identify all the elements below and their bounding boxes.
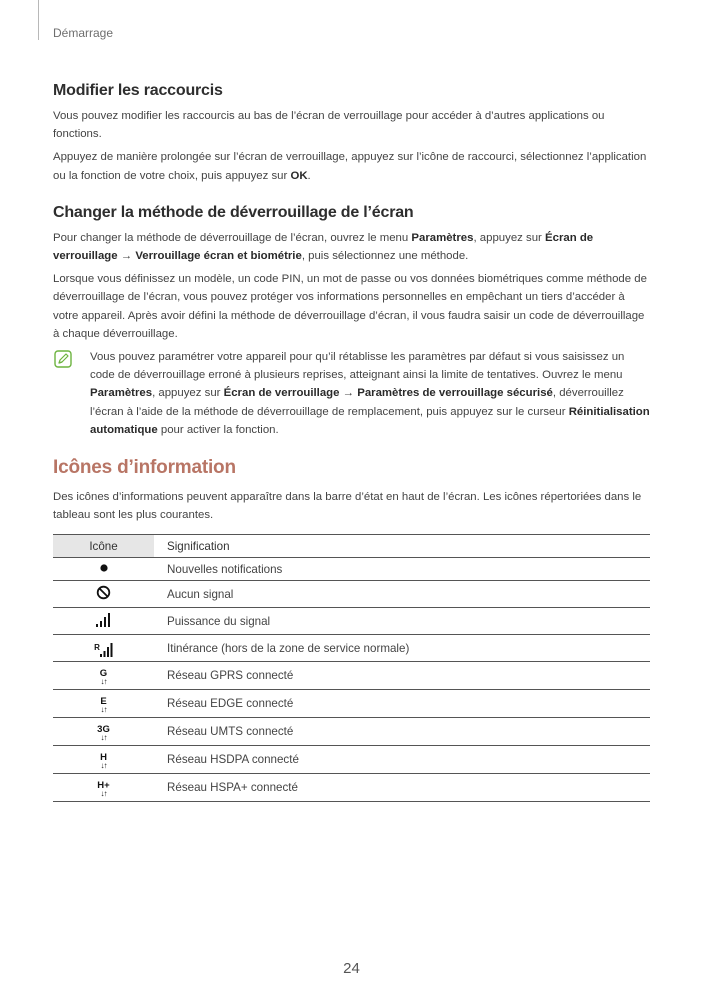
hspa-plus-icon: H+ ↓↑ — [97, 779, 110, 798]
paragraph: Pour changer la méthode de déverrouillage de l’écran, ouvrez le menu Paramètres, appuyez sur Écran de verrouillage → Verrouillage écran et biométrie, puis sélectionnez une méthode. — [53, 231, 594, 263]
signal-bars-icon — [100, 643, 113, 657]
table-row — [53, 635, 650, 662]
row-meaning: Aucun signal — [154, 581, 650, 608]
roaming-icon: R — [94, 643, 113, 657]
umts-icon: 3G ↓↑ — [97, 723, 110, 742]
edge-icon: E ↓↑ — [100, 695, 107, 714]
running-header: Démarrage — [53, 26, 114, 40]
page-number: 24 — [343, 960, 360, 977]
data-arrows-icon: ↓↑ — [100, 788, 107, 798]
row-meaning: Réseau GPRS connecté — [154, 662, 650, 690]
note-block — [53, 348, 650, 439]
no-signal-icon — [96, 585, 111, 600]
table-row — [53, 662, 650, 690]
dot-icon — [99, 563, 109, 573]
table-row — [53, 718, 650, 746]
section-title-raccourcis: Modifier les raccourcis — [53, 82, 223, 99]
gprs-icon: G ↓↑ — [99, 667, 108, 686]
chapter-title-icones: Icônes d’information — [53, 457, 236, 479]
row-meaning: Itinérance (hors de la zone de service normale) — [154, 635, 650, 662]
hsdpa-icon: H ↓↑ — [100, 751, 107, 770]
table-row — [53, 581, 650, 608]
table-header-row — [53, 535, 650, 558]
row-meaning: Réseau EDGE connecté — [154, 690, 650, 718]
table-row — [53, 774, 650, 802]
column-header-icon: Icône — [53, 535, 154, 558]
icons-table — [53, 534, 650, 802]
column-header-meaning: Signification — [154, 535, 650, 558]
page-content — [53, 82, 650, 802]
data-arrows-icon: ↓↑ — [100, 704, 107, 714]
signal-bars-icon — [96, 612, 112, 627]
table-row — [53, 558, 650, 581]
row-meaning: Réseau UMTS connecté — [154, 718, 650, 746]
paragraph: Appuyez de manière prolongée sur l’écran de verrouillage, appuyez sur l’icône de raccourci, sélectionnez l’application ou la fonction de votre choix, puis appuyez sur OK. — [53, 151, 647, 182]
row-meaning: Nouvelles notifications — [154, 558, 650, 581]
table-row — [53, 608, 650, 635]
note-text: Vous pouvez paramétrer votre appareil pour qu’il rétablisse les paramètres par défaut si vous saisissez un code de déverrouillage erroné à plusieurs reprises, atteignant ainsi la limite de tentatives. Ouvrez le menu Paramètres, appuyez sur Écran de verrouillage → Paramètres de verrouillage sécurisé, déverrouillez l’écran à l’aide de la méthode de déverrouillage de remplacement, puis appuyez sur le curseur Réinitialisation automatique pour activer la fonction. — [90, 351, 650, 436]
note-pencil-icon — [54, 350, 72, 368]
paragraph: Des icônes d’informations peuvent apparaître dans la barre d’état en haut de l’écran. Les icônes répertoriées dans le tableau sont les plus courantes. — [53, 491, 642, 522]
section-title-methode: Changer la méthode de déverrouillage de l’écran — [53, 203, 414, 221]
row-meaning: Réseau HSPA+ connecté — [154, 774, 650, 802]
data-arrows-icon: ↓↑ — [100, 676, 107, 686]
paragraph: Lorsque vous définissez un modèle, un code PIN, un mot de passe ou vos données biométriques comme méthode de déverrouillage de l’écran, vous pouvez protéger vos informations personnelles en empêchant un tiers d’accéder à votre appareil. Après avoir défini la méthode de déverrouillage d’écran, il vous faudra saisir un code de déverrouillage à chaque déverrouillage. — [53, 273, 647, 340]
paragraph: Vous pouvez modifier les raccourcis au bas de l’écran de verrouillage pour accéder à d’autres applications ou fonctions. — [53, 110, 605, 141]
row-meaning: Puissance du signal — [154, 608, 650, 635]
data-arrows-icon: ↓↑ — [100, 732, 107, 742]
data-arrows-icon: ↓↑ — [100, 760, 107, 770]
row-meaning: Réseau HSDPA connecté — [154, 746, 650, 774]
table-row — [53, 690, 650, 718]
header-rule — [38, 0, 39, 40]
table-row — [53, 746, 650, 774]
